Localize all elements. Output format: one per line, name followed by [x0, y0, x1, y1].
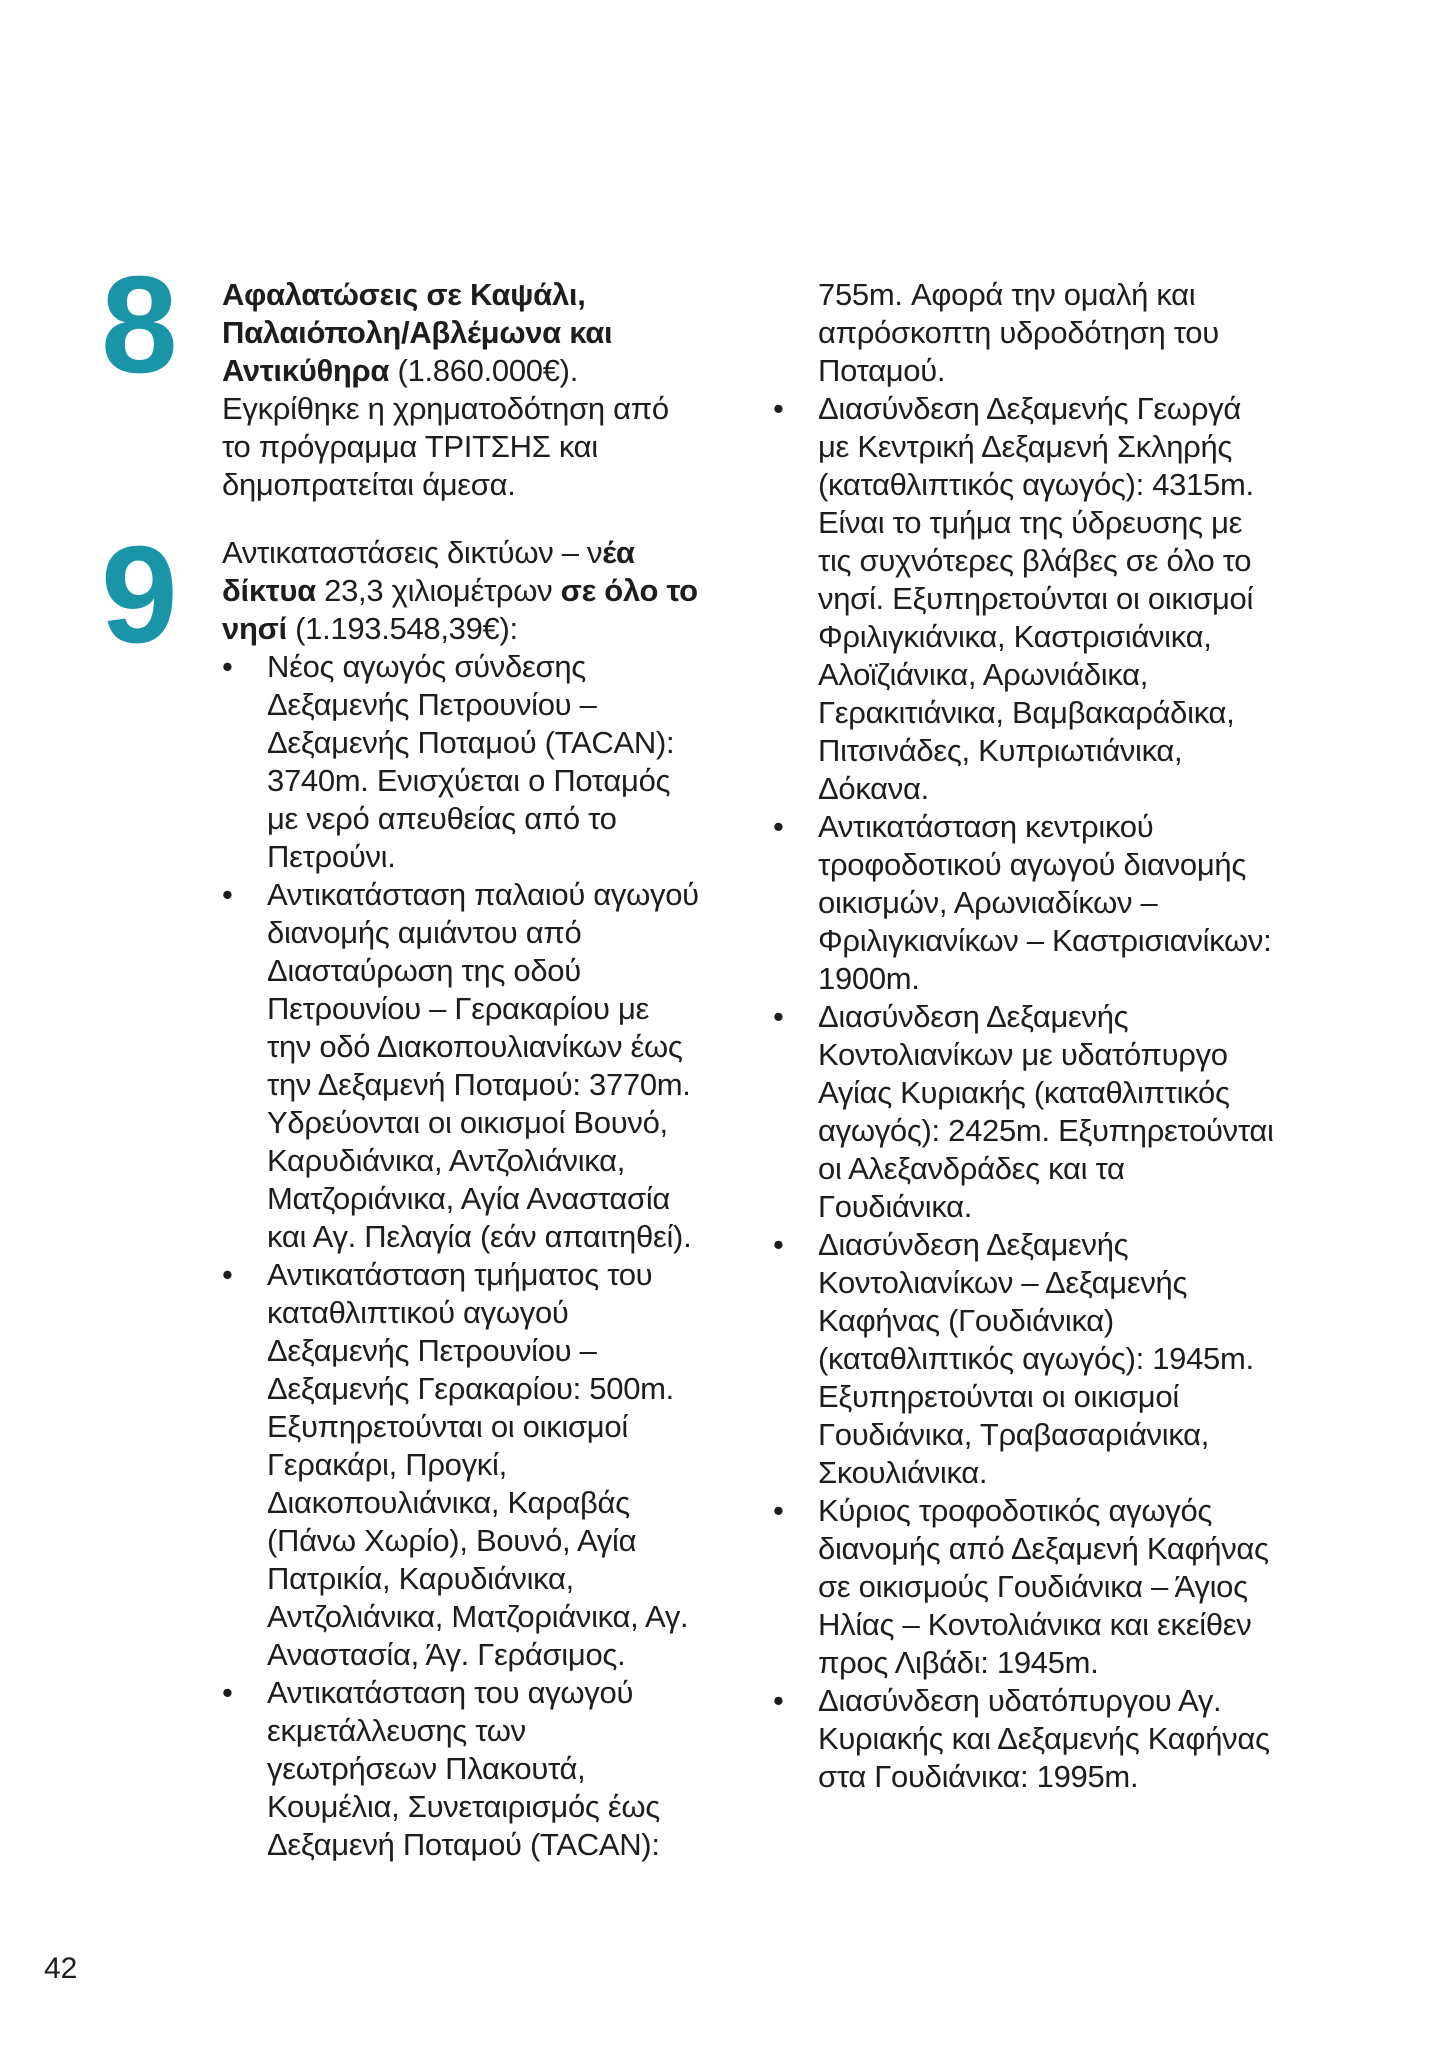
bullet-icon: • [773, 1683, 784, 1718]
bullet-continuation-text: 755m. Αφορά την ομαλή και απρόσκοπτη υδροδότηση του Ποταμού. [818, 277, 1219, 388]
heading-part: (1.193.548,39€): [286, 611, 518, 646]
bullet-text: Νέος αγωγός σύνδεσης Δεξαμενής Πετρουνίου – Δεξαμενής Ποταμού (TACAN): 3740m. Ενισχύεται ο Ποταμός με νερό απευθείας από το Πετρούνι. [267, 649, 675, 874]
bullet-text: Αντικατάσταση τμήματος του καταθλιπτικού αγωγού Δεξαμενής Πετρουνίου – Δεξαμενής Γερακαρίου: 500m. Εξυπηρετούνται οι οικισμοί Γερακάρι, Προγκί, Διακοπουλιάνικα, Καραβάς (Πάνω Χωρίο), Βουνό, Αγία Πατρικία, Καρυδιάνικα, Αντζολιάνικα, Ματζοριάνικα, Αγ. Αναστασία, Άγ. Γεράσιμος. [267, 1257, 689, 1672]
bullet-text: Διασύνδεση Δεξαμενής Κοντολιανίκων – Δεξαμενής Καφήνας (Γουδιάνικα) (καταθλιπτικός αγωγός): 1945m. Εξυπηρετούνται οι οικισμοί Γουδιάνικα, Τραβασαριάνικα, Σκουλιάνικα. [818, 1227, 1254, 1490]
bullet-icon: • [222, 1257, 233, 1292]
list-item [773, 998, 1278, 1226]
heading-part: 23,3 χιλιομέτρων [315, 573, 561, 608]
section-8-amount: (1.860.000€). [389, 353, 579, 388]
bullet-text: Αντικατάσταση του αγωγού εκμετάλλευσης των γεωτρήσεων Πλακουτά, Κουμέλια, Συνεταιρισμός έως Δεξαμενή Ποταμού (TACAN): [267, 1675, 660, 1862]
bullet-icon: • [773, 999, 784, 1034]
list-item [773, 808, 1278, 998]
list-item [222, 1256, 700, 1674]
bullet-text: Διασύνδεση Δεξαμενής Γεωργά με Κεντρική Δεξαμενή Σκληρής (καταθλιπτικός αγωγός): 4315m. Είναι το τμήμα της ύδρευσης με τις συχνότερες βλάβες σε όλο το νησί. Εξυπηρετούνται οι οικισμοί Φριλιγκιάνικα, Καστρισιάνικα, Αλοϊζιάνικα, Αρωνιάδικα, Γερακιτιάνικα, Βαμβακαράδικα, Πιτσινάδες, Κυπριωτιάνικα, Δόκανα. [818, 391, 1254, 806]
list-item [773, 1226, 1278, 1492]
section-number-9: 9 [101, 518, 176, 672]
heading-part-bold: έα δίκτυα [222, 535, 635, 608]
bullet-text: Διασύνδεση Δεξαμενής Κοντολιανίκων με υδατόπυργο Αγίας Κυριακής (καταθλιπτικός αγωγός): 2425m. Εξυπηρετούνται οι Αλεξανδράδες και τα Γουδιάνικα. [818, 999, 1274, 1224]
bullet-icon: • [773, 809, 784, 844]
section-8-block [222, 276, 692, 504]
page-number: 42 [44, 1952, 78, 1985]
bullet-text: Αντικατάσταση παλαιού αγωγού διανομής αμιάντου από Διασταύρωση της οδού Πετρουνίου – Γερακαρίου με την οδό Διακοπουλιανίκων έως την Δεξαμενή Ποταμού: 3770m. Υδρεύονται οι οικισμοί Βουνό, Καρυδιάνικα, Αντζολιάνικα, Ματζοριάνικα, Αγία Αναστασία και Αγ. Πελαγία (εάν απαιτηθεί). [267, 877, 699, 1254]
section-8-body-text: Εγκρίθηκε η χρηματοδότηση από το πρόγραμμα ΤΡΙΤΣΗΣ και δημοπρατείται άμεσα. [222, 391, 669, 502]
list-item [773, 1682, 1278, 1796]
right-column-block [773, 276, 1278, 1796]
bullet-text: Κύριος τροφοδοτικός αγωγός διανομής από Δεξαμενή Καφήνας σε οικισμούς Γουδιάνικα – Άγιος Ηλίας – Κοντολιάνικα και εκείθεν προς Λιβάδι: 1945m. [818, 1493, 1269, 1680]
heading-part: Αντικαταστάσεις δικτύων – ν [222, 535, 603, 570]
list-item [222, 1674, 700, 1864]
bullet-icon: • [222, 1675, 233, 1710]
section-number-8: 8 [101, 248, 176, 402]
list-item [773, 1492, 1278, 1682]
list-item [222, 876, 700, 1256]
section-9-bullet-list [222, 648, 700, 1864]
bullet-icon: • [222, 877, 233, 912]
bullet-icon: • [222, 649, 233, 684]
heading-part-bold: σε όλο το νησί [222, 573, 698, 646]
bullet-icon: • [773, 1493, 784, 1528]
section-8-heading: Αφαλατώσεις σε Καψάλι, Παλαιόπολη/Αβλέμωνα και Αντικύθηρα [222, 277, 613, 388]
bullet-text: Διασύνδεση υδατόπυργου Αγ. Κυριακής και Δεξαμενής Καφήνας στα Γουδιάνικα: 1995m. [818, 1683, 1270, 1794]
bullet-icon: • [773, 391, 784, 426]
section-9-block [222, 534, 700, 1864]
right-column-bullet-list [773, 390, 1278, 1796]
list-item [222, 648, 700, 876]
list-item [773, 390, 1278, 808]
bullet-text: Αντικατάσταση κεντρικού τροφοδοτικού αγωγού διανομής οικισμών, Αρωνιαδίκων – Φριλιγκιανίκων – Καστρισιανίκων: 1900m. [818, 809, 1272, 996]
section-8-paragraph [222, 276, 692, 504]
section-9-heading [222, 534, 700, 648]
bullet-icon: • [773, 1227, 784, 1262]
